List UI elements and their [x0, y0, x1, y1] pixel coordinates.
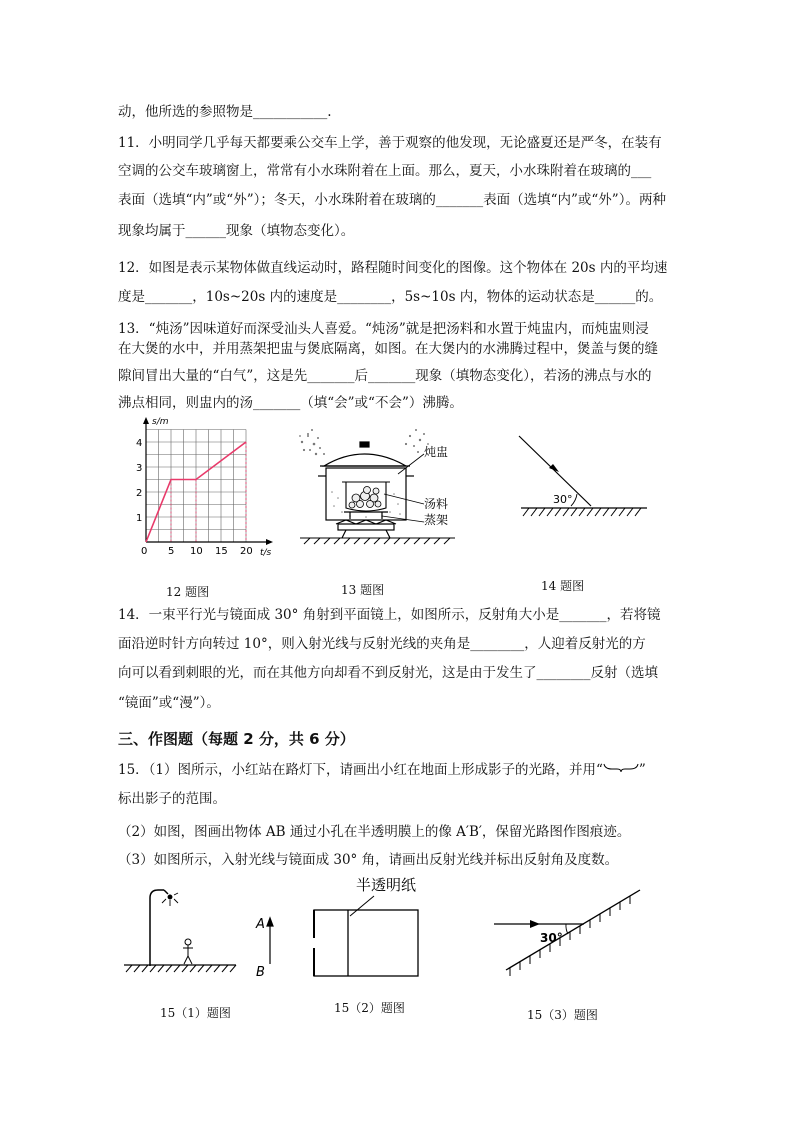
q15-3-line: （3）如图所示，入射光线与镜面成 30° 角，请画出反射光线并标出反射角及度数。 — [118, 852, 619, 868]
fig12-xtick-label: 20 — [240, 546, 253, 557]
text-line-10: 隙间冒出大量的“白气”，这是先_______后_______现象（填物态变化），若汤的沸点与水的 — [118, 368, 652, 384]
object-arrow-ab — [267, 918, 273, 964]
label-pot: 炖盅 — [424, 445, 449, 459]
fig12-ytick-label: 3 — [136, 463, 143, 474]
label-translucent-paper: 半透明纸 — [356, 876, 417, 894]
fig15-2-diagram — [308, 876, 458, 986]
q15-1-text-b: ” — [638, 762, 646, 778]
pot-lid — [320, 442, 410, 466]
label-a: A — [256, 917, 265, 932]
fig12-ylabel: s/m — [152, 417, 169, 427]
text-line-8: 13．“炖汤”因味道好而深受汕头人喜爱。“炖汤”就是把汤料和水置于炖盅内，而炖盅则浸 — [118, 321, 649, 337]
text-line-1: 动，他所选的参照物是___________. — [118, 104, 332, 120]
fig13-caption: 13 题图 — [341, 583, 385, 597]
label-soup: 汤料 — [424, 497, 449, 511]
label-b: B — [256, 965, 265, 980]
pinhole-box — [314, 910, 418, 976]
fig14-angle: 30° — [553, 493, 573, 506]
street-lamp-icon — [150, 890, 168, 966]
text-line-7: 度是_______，10s~20s 内的速度是________，5s~10s 内，物体的运动状态是______的。 — [118, 289, 663, 305]
label-rack: 蒸架 — [424, 513, 449, 527]
ground-hatch — [300, 538, 455, 544]
q15-2-line: （2）如图，图画出物体 AB 通过小孔在半透明膜上的像 A′B′，保留光路图作图痕迹。 — [118, 824, 631, 840]
fig15-3-caption: 15（3）题图 — [527, 1008, 598, 1022]
stove-burner — [336, 520, 396, 538]
section-title: 三、作图题（每题 2 分，共 6 分） — [118, 730, 355, 748]
text-line-13: 面沿逆时针方向转过 10°，则入射光线与反射光线的夹角是________，人迎着反射光的方 — [118, 636, 646, 652]
fig12-xtick-label: 15 — [215, 546, 228, 557]
fig15-1-diagram — [120, 884, 280, 984]
text-line-9: 在大煲的水中，并用蒸架把盅与煲底隔离，如图。在大煲内的水沸腾过程中，煲盖与煲的缝 — [118, 341, 658, 357]
text-line-6: 12．如图是表示某物体做直线运动时，路程随时间变化的图像。这个物体在 20s 内的平均速 — [118, 260, 668, 276]
brace-icon — [603, 762, 639, 772]
text-line-2: 11．小明同学几乎每天都要乘公交车上学，善于观察的他发现，无论盛夏还是严冬，在装有 — [118, 135, 662, 151]
person-icon — [183, 939, 193, 964]
fig13-pot-diagram — [290, 424, 465, 554]
text-line-11: 沸点相同，则盅内的汤_______（填“会”或“不会”）沸腾。 — [118, 395, 463, 411]
fig15-2-caption: 15（2）题图 — [334, 1001, 405, 1015]
text-line-3: 空调的公交车玻璃窗上，常常有小水珠附着在上面。那么，夏天，小水珠附着在玻璃的___ — [118, 163, 652, 179]
fig15-3-diagram — [488, 880, 648, 980]
fig12-xtick-label: 10 — [190, 546, 203, 557]
fig12-xtick-label: 5 — [168, 546, 175, 557]
fig15-1-caption: 15（1）题图 — [160, 1006, 231, 1020]
text-line-15: “镜面”或“漫”）。 — [118, 695, 220, 711]
fig12-origin: 0 — [141, 546, 148, 557]
q15-1-line-c: 标出影子的范围。 — [118, 791, 226, 807]
fig14-caption: 14 题图 — [541, 579, 585, 593]
arrow-icon — [530, 920, 540, 928]
fig12-xlabel: t/s — [260, 548, 272, 558]
fig12-ytick-label: 1 — [136, 513, 143, 524]
q15-1-text-a: 15．（1）图所示，小红站在路灯下，请画出小红在地面上形成影子的光路，并用“ — [118, 762, 603, 778]
light-bulb-icon — [162, 893, 178, 906]
text-line-12: 14．一束平行光与镜面成 30° 角射到平面镜上，如图所示，反射角大小是_______，若将镜 — [118, 607, 661, 623]
fig15-3-angle: 30° — [540, 931, 563, 945]
q15-1-line-a — [118, 761, 646, 779]
fig12-ytick-label: 2 — [136, 488, 143, 499]
fig12-graph — [128, 414, 278, 564]
fig12-ytick-label: 4 — [136, 438, 143, 449]
text-line-4: 表面（选填“内”或“外”）；冬天，小水珠附着在玻璃的_______表面（选填“内”或“外”）。两种 — [118, 192, 666, 208]
fig12-axes — [143, 417, 273, 545]
text-line-14: 向可以看到刺眼的光，而在其他方向却看不到反射光，这是由于发生了________反射（选填 — [118, 665, 658, 681]
fig12-caption: 12 题图 — [166, 585, 210, 599]
fig14-mirror-diagram — [515, 432, 655, 522]
text-line-5: 现象均属于______现象（填物态变化）。 — [118, 223, 355, 239]
